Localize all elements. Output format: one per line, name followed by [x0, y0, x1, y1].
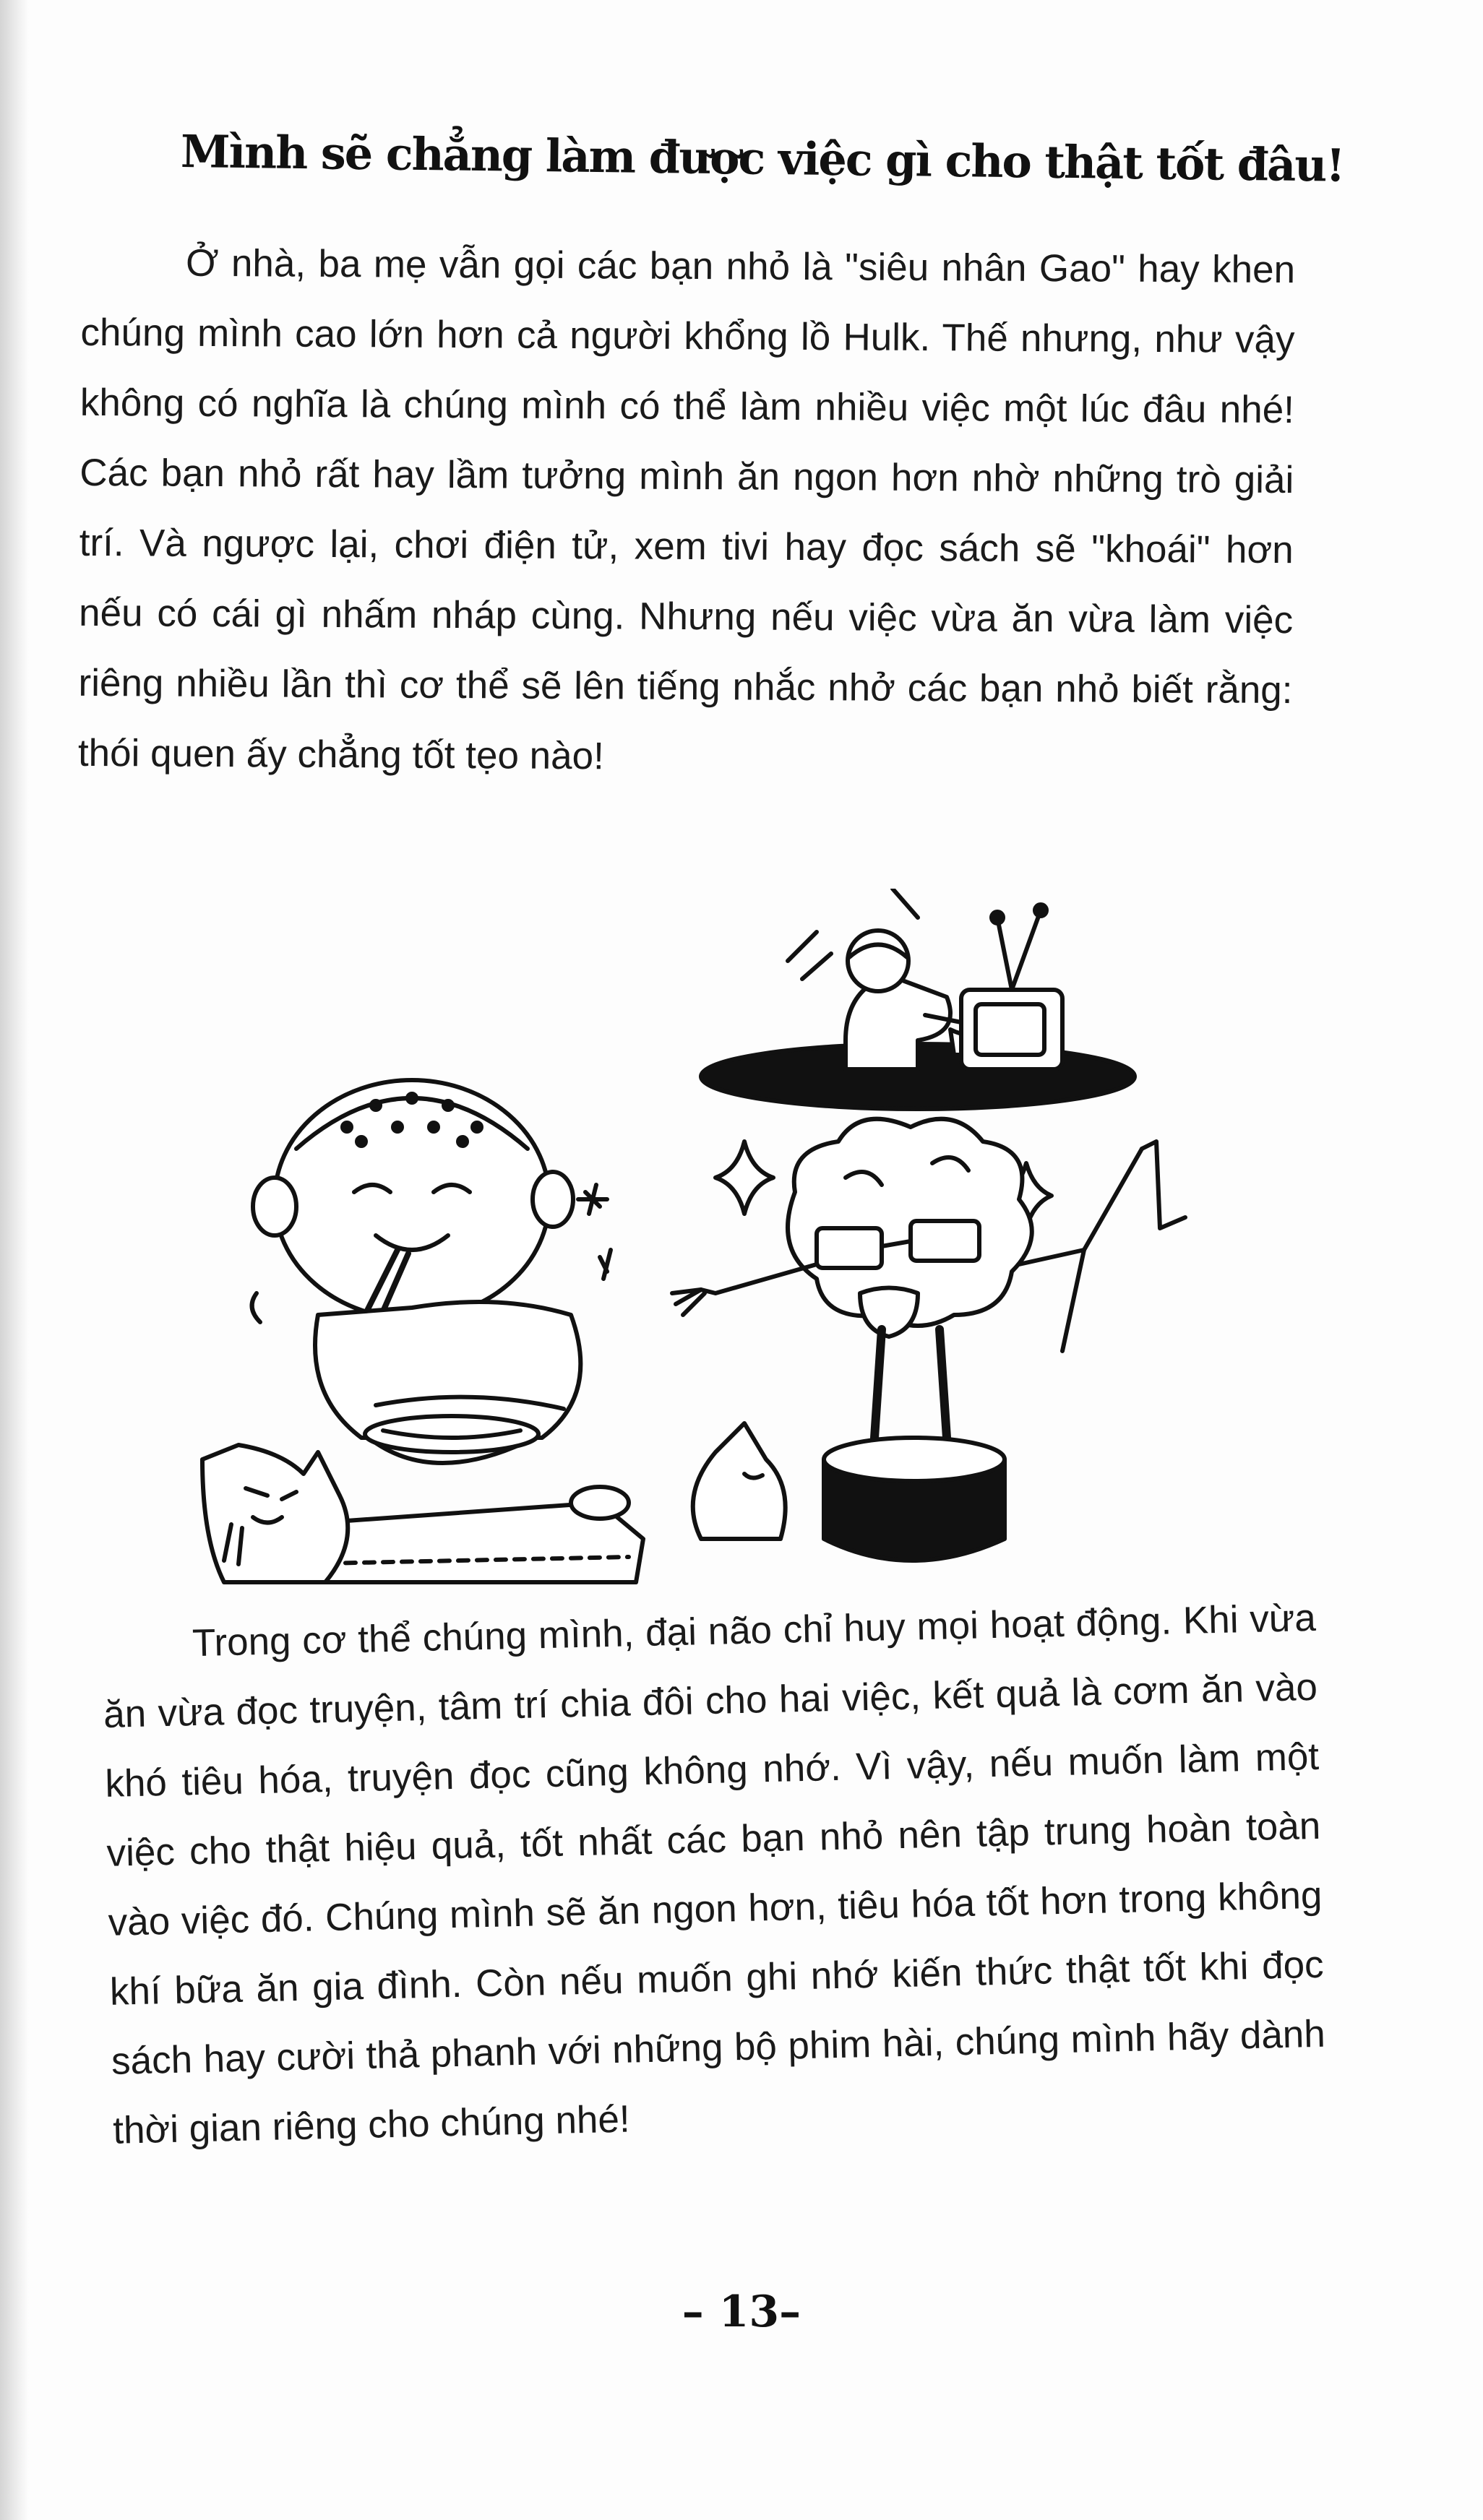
cartoon-boy-eating-brain-pointing-icon — [195, 889, 1192, 1633]
page-edge-shadow — [0, 0, 29, 2520]
page-title: Mình sẽ chẳng làm được việc gì cho thật tốt đâu! — [180, 125, 1345, 192]
page-number: – 13– — [682, 2287, 801, 2337]
paragraph-1: Ở nhà, ba mẹ vẫn gọi các bạn nhỏ là "siêu nhân Gao" hay khen chúng mình cao lớn hơn cả người khổng lồ Hulk. Thế nhưng, như vậy không có nghĩa là chúng mình có thể làm nhiều việc một lúc đâu nhé! Các bạn nhỏ rất hay lầm tưởng mình ăn ngon hơn nhờ những trò giải trí. Và ngược lại, chơi điện tử, xem tivi hay đọc sách sẽ "khoái" hơn nếu có cái gì nhấm nháp cùng. Nhưng nếu việc vừa ăn vừa làm việc riêng nhiều lần thì cơ thể sẽ lên tiếng nhắc nhở các bạn nhỏ biết rằng: thói quen ấy chẳng tốt tẹo nào! — [77, 241, 1296, 778]
paragraph-2: Trong cơ thể chúng mình, đại não chỉ huy mọi hoạt động. Khi vừa ăn vừa đọc truyện, tâm trí chia đôi cho hai việc, kết quả là cơm ăn vào khó tiêu hóa, truyện đọc cũng không nhớ. Vì vậy, nếu muốn làm một việc cho thật hiệu quả, tốt nhất các bạn nhỏ nên tập trung hoàn toàn vào việc đó. Chúng mình sẽ ăn ngon hơn, tiêu hóa tốt hơn trong không khí bữa ăn gia đình. Còn nếu muốn ghi nhớ kiến thức thật tốt khi đọc sách hay cười thả phanh với những bộ phim hài, chúng mình hãy dành thời gian riêng cho chúng nhé! — [103, 1596, 1326, 2152]
